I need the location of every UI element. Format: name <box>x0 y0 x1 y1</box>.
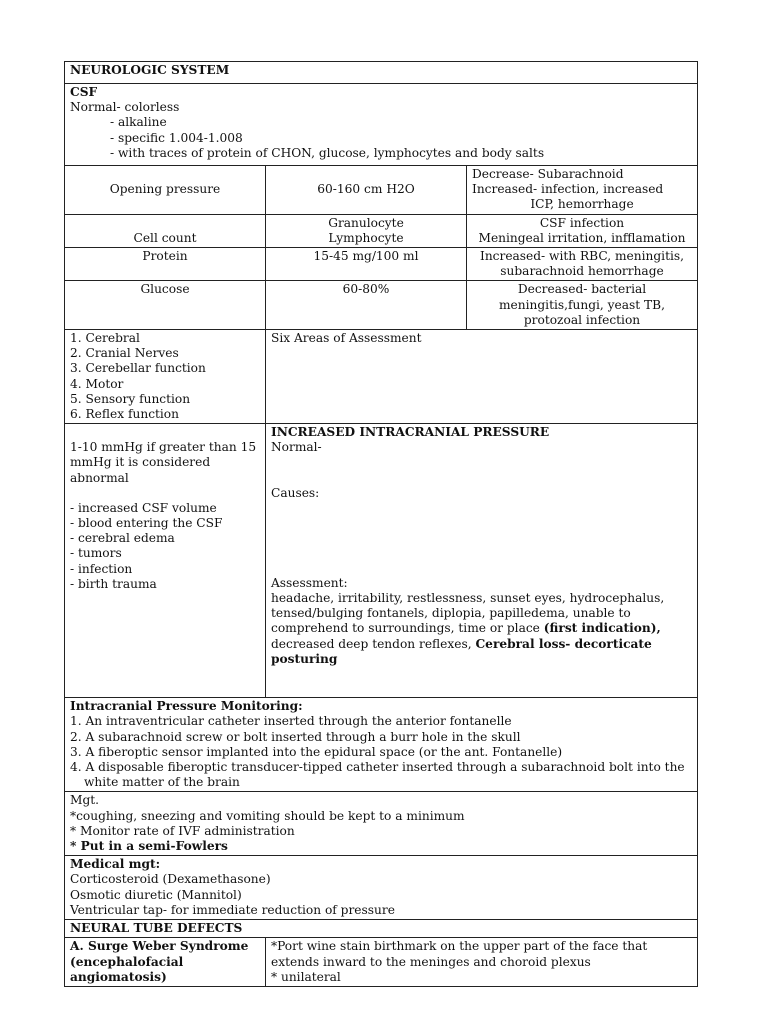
cause-item: - tumors <box>70 546 122 561</box>
ntd-description <box>266 938 698 987</box>
monitoring-item: 4. A disposable fiberoptic transducer-tipped catheter inserted through a subarachnoid bolt into the white matter of the brain <box>70 760 685 790</box>
icp-normal-label: Normal- <box>271 440 322 455</box>
monitoring-item: 3. A fiberoptic sensor implanted into the epidural space (or the ant. Fontanelle) <box>70 744 563 759</box>
note-line: subarachnoid hemorrhage <box>500 264 664 279</box>
mgt-section <box>65 792 698 856</box>
mgt-item: * Put in a semi-Fowlers <box>70 839 228 854</box>
mgt-item: *coughing, sneezing and vomiting should be kept to a minimum <box>70 808 465 823</box>
csf-param-name: Opening pressure <box>65 166 266 215</box>
assessment-text: decreased deep tendon reflexes, <box>271 636 476 651</box>
monitoring-item: 1. An intraventricular catheter inserted through the anterior fontanelle <box>70 714 512 729</box>
note-line: Decrease- Subarachnoid <box>472 167 624 181</box>
assessment-text: headache, irritability, restlessness, sunset eyes, hydrocephalus, tensed/bulging fontanels, diplopia, papilledema, unable to comprehend to surroundings, time or place <box>271 591 665 636</box>
medical-mgt-section <box>65 856 698 920</box>
value-line: Lymphocyte <box>328 230 404 245</box>
csf-param-name: Protein <box>65 248 266 281</box>
note-line: Increased- with RBC, meningitis, <box>480 249 684 264</box>
medical-mgt-heading: Medical mgt: <box>70 857 161 872</box>
list-item: 3. Cerebellar function <box>70 361 206 376</box>
note-line: Increased- infection, increased <box>472 182 664 197</box>
icp-causes-label: Causes: <box>271 485 320 500</box>
monitoring-row <box>65 698 698 792</box>
icp-assessment-label: Assessment: <box>271 575 348 590</box>
icp-right-column <box>266 424 698 698</box>
icp-assessment-text <box>271 591 692 667</box>
cause-item: - increased CSF volume <box>70 500 217 515</box>
mgt-heading: Mgt. <box>70 793 100 808</box>
assessment-areas-label: Six Areas of Assessment <box>266 330 698 424</box>
medical-mgt-item: Corticosteroid (Dexamethasone) <box>70 872 271 887</box>
csf-normal: Normal- colorless <box>70 100 180 115</box>
title-row <box>65 62 698 84</box>
ntd-row <box>65 938 698 987</box>
csf-param-value: 15-45 mg/100 ml <box>266 248 467 281</box>
csf-param-notes <box>467 214 698 247</box>
document-table <box>64 61 698 987</box>
csf-section <box>65 84 698 166</box>
csf-param-notes <box>467 248 698 281</box>
ntd-name: A. Surge Weber Syndrome (encephalofacial angiomatosis) <box>65 938 266 987</box>
note-line: protozoal infection <box>523 312 641 327</box>
list-item: 2. Cranial Nerves <box>70 346 179 361</box>
csf-table-row <box>65 248 698 281</box>
csf-table-row <box>65 281 698 330</box>
csf-param-name: Cell count <box>65 214 266 247</box>
csf-heading: CSF <box>70 85 98 99</box>
cause-item: - blood entering the CSF <box>70 516 223 531</box>
monitoring-section <box>65 698 698 792</box>
ntd-heading: NEURAL TUBE DEFECTS <box>65 920 698 938</box>
list-item: 1. Cerebral <box>70 331 140 346</box>
icp-left-column <box>65 424 266 698</box>
assessment-areas-list <box>65 330 266 424</box>
csf-table-row <box>65 166 698 215</box>
medical-mgt-item: Ventricular tap- for immediate reduction of pressure <box>70 902 395 917</box>
list-item: 4. Motor <box>70 376 124 391</box>
icp-normal-value: abnormal <box>70 470 129 485</box>
csf-param-notes <box>467 166 698 215</box>
csf-param-notes <box>467 281 698 330</box>
csf-table-row <box>65 214 698 247</box>
icp-row <box>65 424 698 698</box>
assessment-emphasis: Cerebral loss- decorticate posturing <box>271 636 652 666</box>
note-line: CSF infection <box>539 215 625 230</box>
monitoring-heading: Intracranial Pressure Monitoring: <box>70 699 303 714</box>
assessment-emphasis: (first indication), <box>543 621 661 636</box>
csf-param-value: 60-160 cm H2O <box>266 166 467 215</box>
note-line: Decreased- bacterial <box>517 282 647 297</box>
csf-param-value: 60-80% <box>266 281 467 330</box>
ntd-desc-line: *Port wine stain birthmark on the upper part of the face that extends inward to the meninges and choroid plexus <box>271 939 648 969</box>
list-item: 6. Reflex function <box>70 407 179 422</box>
value-line: Granulocyte <box>328 215 404 230</box>
list-item: 5. Sensory function <box>70 391 191 406</box>
medical-mgt-row <box>65 856 698 920</box>
csf-item: - specific 1.004-1.008 <box>110 130 243 145</box>
assessment-areas-row <box>65 330 698 424</box>
note-line: ICP, hemorrhage <box>530 197 634 212</box>
csf-row <box>65 84 698 166</box>
icp-normal-value: 1-10 mmHg if greater than 15 <box>70 440 257 455</box>
cause-item: - birth trauma <box>70 576 157 591</box>
note-line: Meningeal irritation, infflamation <box>478 230 686 245</box>
page-title: NEUROLOGIC SYSTEM <box>65 62 698 84</box>
medical-mgt-item: Osmotic diuretic (Mannitol) <box>70 887 242 902</box>
ntd-heading-row <box>65 920 698 938</box>
note-line: meningitis,fungi, yeast TB, <box>499 297 665 312</box>
mgt-item: * Monitor rate of IVF administration <box>70 823 295 838</box>
csf-param-name: Glucose <box>65 281 266 330</box>
icp-normal-value: mmHg it is considered <box>70 455 211 470</box>
icp-heading: INCREASED INTRACRANIAL PRESSURE <box>271 425 550 440</box>
ntd-desc-line: * unilateral <box>271 969 341 984</box>
cause-item: - infection <box>70 561 133 576</box>
csf-item: - with traces of protein of CHON, glucose, lymphocytes and body salts <box>110 145 545 160</box>
mgt-row <box>65 792 698 856</box>
cause-item: - cerebral edema <box>70 531 175 546</box>
monitoring-item: 2. A subarachnoid screw or bolt inserted through a burr hole in the skull <box>70 729 521 744</box>
csf-param-value <box>266 214 467 247</box>
csf-item: - alkaline <box>110 115 167 130</box>
